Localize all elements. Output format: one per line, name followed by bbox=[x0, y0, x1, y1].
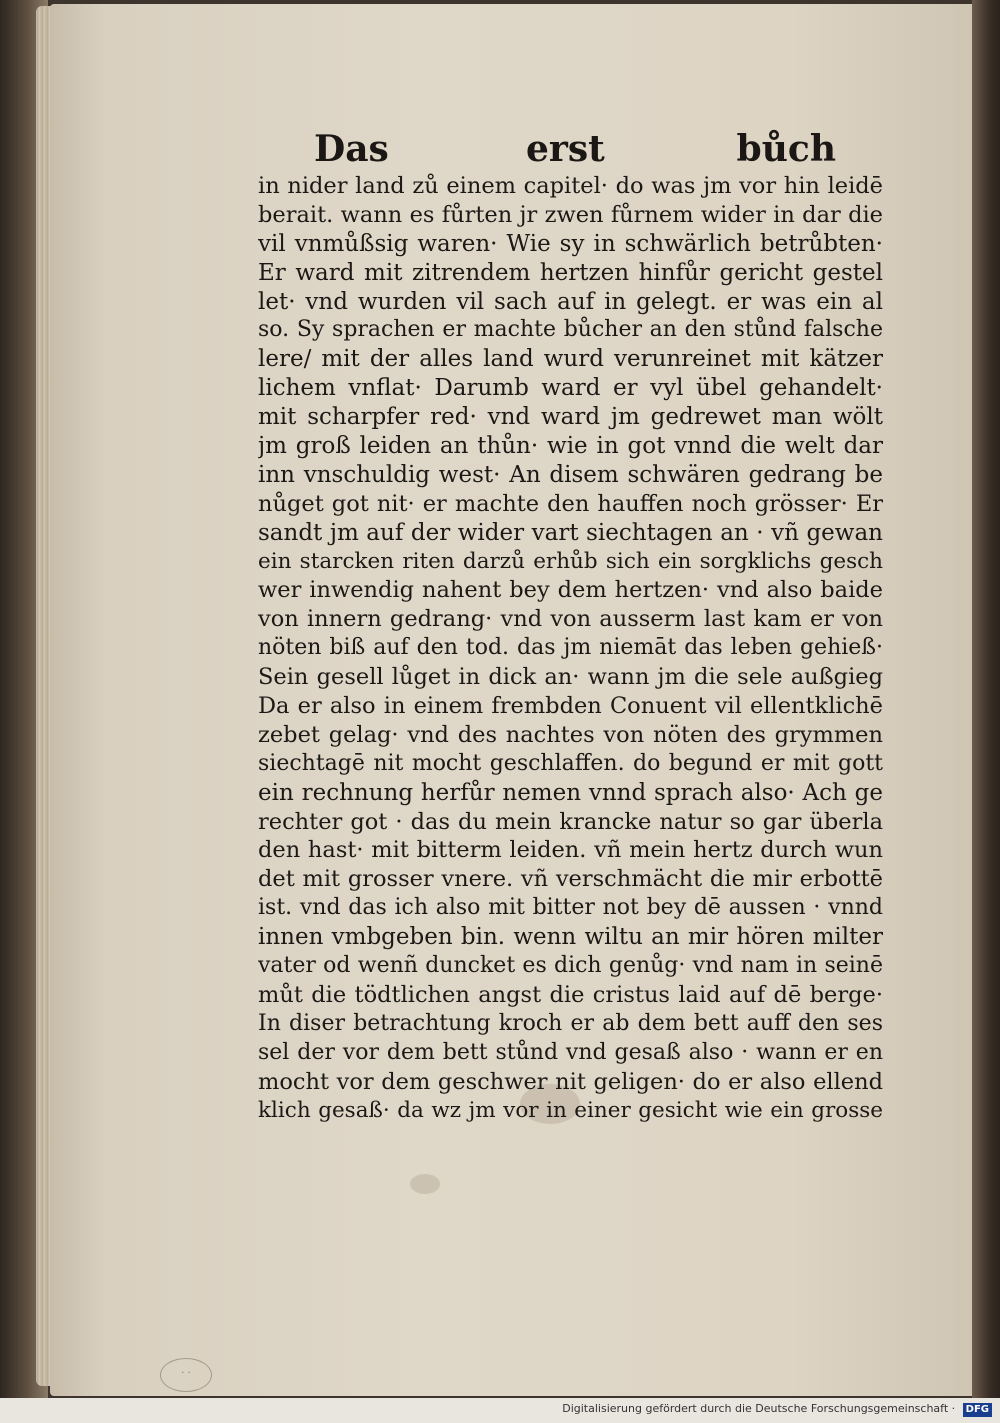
text-line: innen vmbgeben bin. wenn wiltu an mir hören milter bbox=[258, 924, 883, 951]
header-word-right: bůch bbox=[736, 128, 836, 170]
running-header bbox=[314, 128, 836, 176]
text-line: rechter got · das du mein krancke natur so gar überla bbox=[258, 808, 883, 835]
text-line: klich gesaß· da wz jm vor in einer gesicht wie ein grosse bbox=[258, 1097, 883, 1123]
header-word-middle: erst bbox=[526, 128, 605, 170]
text-line: ein rechnung herfůr nemen vnnd sprach also· Ach ge bbox=[258, 779, 883, 806]
text-line: nůget got nit· er machte den hauffen noch grösser· Er bbox=[258, 490, 883, 517]
text-line: lere/ mit der alles land wurd verunreinet mit kätzer bbox=[258, 346, 883, 373]
text-line: můt die tödtlichen angst die cristus laid auf dē berge· bbox=[258, 981, 883, 1008]
footer-credit-text: Digitalisierung gefördert durch die Deutsche Forschungsgemeinschaft · bbox=[562, 1402, 956, 1415]
text-line: mit scharpfer red· vnd ward jm gedrewet man wölt bbox=[258, 404, 883, 431]
text-line: siechtagē nit mocht geschlaffen. do begund er mit gott bbox=[258, 750, 883, 776]
text-line: vater od wenñ duncket es dich genůg· vnd nam in seinē bbox=[258, 953, 883, 979]
text-line: vil vnmůßsig waren· Wie sy in schwärlich betrůbten· bbox=[258, 230, 883, 257]
text-line: zebet gelag· vnd des nachtes von nöten des grymmen bbox=[258, 721, 883, 748]
text-line: sel der vor dem bett stůnd vnd gesaß also · wann er en bbox=[258, 1039, 883, 1065]
text-line: in nider land zů einem capitel· do was jm vor hin leidē bbox=[258, 173, 883, 199]
body-text-block bbox=[258, 172, 883, 1125]
paper-stain bbox=[410, 1174, 440, 1194]
text-line: sandt jm auf der wider vart siechtagen an · vñ gewan bbox=[258, 519, 883, 546]
text-line: Sein gesell lůget in dick an· wann jm die sele außgieg bbox=[258, 664, 883, 691]
header-word-left: Das bbox=[314, 128, 389, 170]
text-line: den hast· mit bitterm leiden. vñ mein hertz durch wun bbox=[258, 837, 883, 864]
text-line: ein starcken riten darzů erhůb sich ein sorgklichs gesch bbox=[258, 548, 883, 574]
text-line: jm groß leiden an thůn· wie in got vnnd die welt dar bbox=[258, 433, 883, 460]
text-line: In diser betrachtung kroch er ab dem bett auff den ses bbox=[258, 1010, 883, 1036]
dfg-logo: DFG bbox=[963, 1403, 992, 1417]
footer-credit bbox=[562, 1402, 992, 1417]
text-line: von innern gedrang· vnd von ausserm last kam er von bbox=[258, 606, 883, 633]
text-line: Er ward mit zitrendem hertzen hinfůr gericht gestel bbox=[258, 259, 883, 286]
text-line: ist. vnd das ich also mit bitter not bey dē aussen · vnnd bbox=[258, 895, 883, 921]
text-line: let· vnd wurden vil sach auf in gelegt. er was ein al bbox=[258, 288, 883, 315]
text-line: inn vnschuldig west· An disem schwären gedrang be bbox=[258, 461, 883, 488]
text-line: det mit grosser vnere. vñ verschmächt die mir erbottē bbox=[258, 866, 883, 893]
book-binding-right bbox=[972, 0, 1000, 1400]
text-line: berait. wann es fůrten jr zwen fůrnem wider in dar die bbox=[258, 201, 883, 228]
text-line: mocht vor dem geschwer nit geligen· do er also ellend bbox=[258, 1068, 883, 1095]
text-line: Da er also in einem frembden Conuent vil ellentklichē bbox=[258, 693, 883, 720]
library-stamp: · · bbox=[160, 1358, 212, 1392]
text-line: nöten biß auf den tod. das jm niemāt das leben gehieß· bbox=[258, 635, 883, 661]
text-line: wer inwendig nahent bey dem hertzen· vnd also baide bbox=[258, 577, 883, 604]
text-line: lichem vnflat· Darumb ward er vyl übel gehandelt· bbox=[258, 375, 883, 402]
text-line: so. Sy sprachen er machte bůcher an den stůnd falsche bbox=[258, 317, 883, 343]
